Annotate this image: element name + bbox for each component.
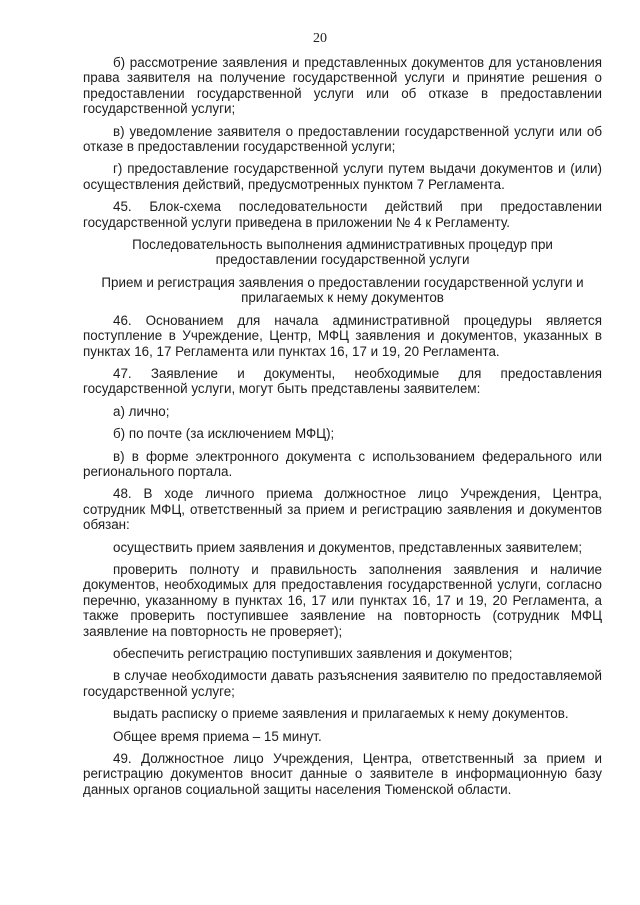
- paragraph-44v: в) уведомление заявителя о предоставлении государственной услуги или об отказе в предоставлении государственной услуги;: [83, 123, 602, 155]
- duty-explain: в случае необходимости давать разъяснения заявителю по предоставляемой государственной услуге;: [83, 668, 602, 699]
- duty-check: проверить полноту и правильность заполнения заявления и наличие документов, необходимых для предоставления государственной услуги, согласно перечню, указанному в пунктах 16, 17 или пунктах 16, 17 и 19, 20 Регламента, а также проверить поступившее заявление на повторность (сотрудник МФЦ заявление на повторность не проверяет);: [83, 561, 602, 639]
- paragraph-44g: г) предоставление государственной услуги путем выдачи документов и (или) осуществления действий, предусмотренных пунктом 7 Регламента.: [83, 161, 602, 192]
- paragraph-45: 45. Блок-схема последовательности действий при предоставлении государственной услуги приведена в приложении № 4 к Регламенту.: [83, 199, 602, 230]
- reception-time: Общее время приема – 15 минут.: [113, 728, 322, 744]
- paragraph-46: 46. Основанием для начала административной процедуры является поступление в Учреждение, Центр, МФЦ заявления и документов, указанных в пунктах 16, 17 Регламента или пунктах 16, 17 и 19, 20 Регламента.: [83, 312, 602, 359]
- duty-receipt: выдать расписку о приеме заявления и прилагаемых к нему документов.: [113, 706, 569, 722]
- paragraph-48: 48. В ходе личного приема должностное лицо Учреждения, Центра, сотрудник МФЦ, ответственный за прием и регистрацию заявления и документов обязан:: [83, 486, 602, 533]
- duty-accept: осуществить прием заявления и документов, представленных заявителем;: [113, 539, 583, 555]
- list-item-a: а) лично;: [113, 403, 170, 419]
- duty-register: обеспечить регистрацию поступивших заявления и документов;: [113, 646, 513, 661]
- page-body: [83, 55, 602, 804]
- page-number: 20: [313, 31, 327, 46]
- list-item-v: в) в форме электронного документа с использованием федерального или регионального портала.: [83, 448, 602, 479]
- subsection-heading: Прием и регистрация заявления о предоставлении государственной услуги и прилагаемых к нему документов: [101, 274, 584, 306]
- section-heading: Последовательность выполнения административных процедур при предоставлении государственной услуги: [132, 237, 553, 268]
- paragraph-44b: б) рассмотрение заявления и представленных документов для установления права заявителя на получение государственной услуги и принятие решения о предоставлении государственной услуги или об отказе в предоставлении государственной услуги;: [83, 55, 602, 117]
- paragraph-49: 49. Должностное лицо Учреждения, Центра, ответственный за прием и регистрацию документов вносит данные о заявителе в информационную базу данных органов социальной защиты населения Тюменской области.: [83, 751, 602, 797]
- list-item-b: б) по почте (за исключением МФЦ);: [113, 426, 335, 442]
- paragraph-47: 47. Заявление и документы, необходимые для предоставления государственной услуги, могут быть представлены заявителем:: [83, 365, 602, 397]
